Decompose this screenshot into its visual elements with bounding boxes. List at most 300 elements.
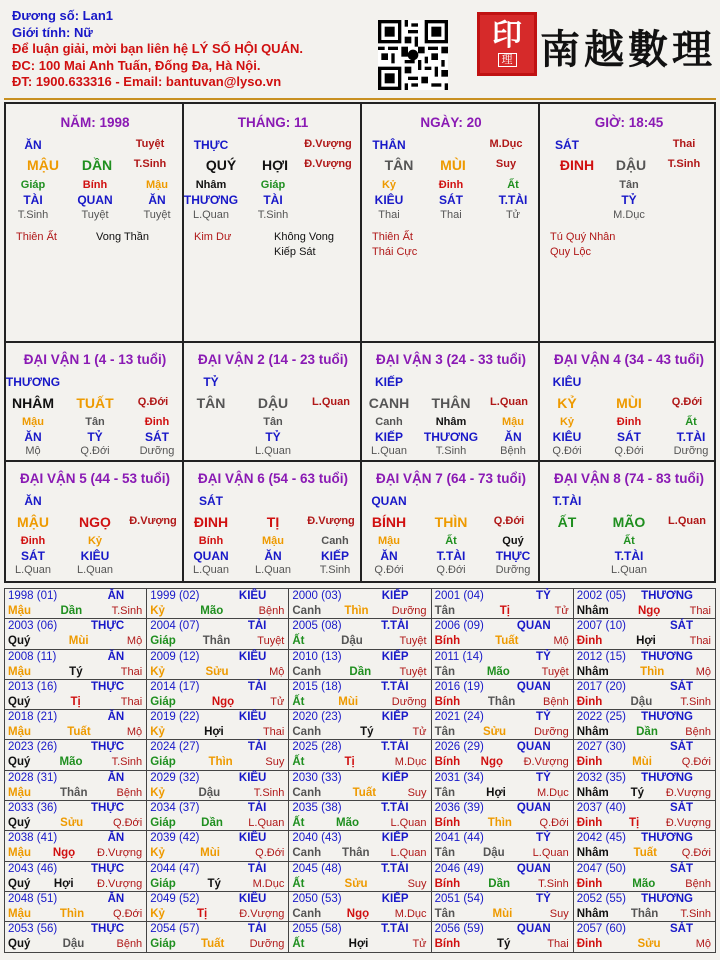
year-label: 2007 (10)	[576, 620, 626, 633]
dai-van-stem: KỶ	[557, 395, 577, 411]
year-cell[interactable]	[573, 740, 715, 770]
hidden-star: SÁT	[21, 549, 45, 563]
year-cell[interactable]	[289, 891, 431, 921]
year-star: THƯƠNG	[641, 590, 693, 602]
year-branch: Tuất	[495, 635, 519, 648]
year-star: SÁT	[670, 680, 693, 693]
year-cell[interactable]	[573, 861, 715, 891]
year-cell[interactable]	[5, 619, 147, 649]
dai-van-state: L.Quan	[668, 515, 706, 527]
year-stem: Quý	[8, 756, 31, 769]
year-state: Bệnh	[116, 938, 143, 951]
dai-van-stem: MẬU	[17, 514, 49, 530]
year-star: T.TÀI	[381, 680, 409, 693]
year-stem: Nhâm	[576, 847, 609, 860]
pillar-main-star: THÂN	[372, 138, 406, 152]
year-label: 2034 (37)	[150, 802, 200, 815]
hidden-stem: Kỷ	[87, 535, 103, 547]
year-stem: Tân	[434, 847, 456, 860]
hidden-stem: Nhâm	[195, 179, 227, 191]
year-stem: Tân	[434, 665, 456, 678]
hidden-state: Tử	[505, 209, 521, 221]
year-stem: Ất	[292, 938, 305, 951]
year-state: Tuyệt	[399, 635, 427, 648]
dai-van-star: T.TÀI	[552, 494, 582, 508]
year-stem: Ất	[292, 635, 305, 648]
year-branch: Mùi	[200, 847, 220, 860]
year-label: 2000 (03)	[292, 590, 342, 602]
year-branch: Mão	[486, 665, 510, 678]
hidden-star: KIÊU	[552, 430, 582, 444]
year-cell[interactable]	[573, 710, 715, 740]
dai-van-title: ĐẠI VẬN 3 (24 - 33 tuổi)	[375, 352, 527, 367]
hidden-stem: Tân	[619, 179, 639, 191]
year-state: Mộ	[126, 726, 143, 739]
dai-van-cell	[362, 462, 540, 582]
year-cell[interactable]	[147, 861, 289, 891]
hidden-star: ĂN	[148, 193, 166, 207]
hidden-state: L.Quan	[192, 564, 230, 576]
year-branch: Thìn	[640, 665, 665, 678]
year-state: Đ.Vượng	[523, 756, 569, 769]
dai-van-title: ĐẠI VẬN 1 (4 - 13 tuổi)	[23, 352, 167, 367]
hidden-state: L.Quan	[254, 445, 292, 457]
year-cell[interactable]	[289, 801, 431, 831]
dai-van-branch: TỊ	[266, 514, 280, 530]
year-label: 2055 (58)	[292, 923, 342, 936]
pillar-branch-state: T.Sinh	[133, 158, 167, 170]
year-cell[interactable]	[5, 861, 147, 891]
year-label: 2049 (52)	[150, 892, 200, 905]
year-state: T.Sinh	[680, 695, 711, 708]
year-branch: Tý	[69, 665, 83, 678]
year-cell[interactable]	[5, 649, 147, 679]
hidden-star: T.TÀI	[498, 193, 528, 207]
dai-van-state: Q.Đới	[137, 396, 169, 408]
hidden-state: L.Quan	[14, 564, 52, 576]
year-cell[interactable]	[5, 589, 147, 619]
year-cell[interactable]	[147, 589, 289, 619]
year-cell[interactable]	[431, 831, 573, 861]
year-state: Mộ	[695, 665, 711, 678]
year-stem: Quý	[8, 938, 31, 951]
year-stem: Mậu	[8, 665, 31, 678]
year-cell[interactable]	[573, 679, 715, 709]
year-star: TỶ	[536, 771, 551, 784]
year-cell[interactable]	[431, 861, 573, 891]
year-state: Mộ	[553, 635, 569, 648]
year-stem: Ất	[292, 817, 305, 830]
year-stem: Giáp	[150, 817, 176, 830]
year-cell[interactable]	[431, 740, 573, 770]
year-cell[interactable]	[573, 801, 715, 831]
year-cell[interactable]	[289, 710, 431, 740]
year-branch: Tý	[630, 786, 644, 799]
shen-sha: Kiếp Sát	[274, 246, 316, 258]
year-cell[interactable]	[573, 770, 715, 800]
year-cell[interactable]	[573, 589, 715, 619]
year-stem: Nhâm	[576, 665, 609, 678]
year-label: 2056 (59)	[434, 923, 484, 936]
contact-line-3: ĐT: 1900.633316 - Email: bantuvan@lyso.vn	[12, 74, 282, 89]
hidden-state: Q.Đới	[374, 564, 404, 576]
hidden-state: T.Sinh	[435, 445, 467, 457]
year-branch: Dần	[349, 665, 372, 678]
year-star: T.TÀI	[381, 862, 409, 875]
year-stem: Tân	[434, 726, 456, 739]
pillar-heavenly-stem: TÂN	[384, 157, 414, 173]
year-label: 1999 (02)	[150, 590, 200, 602]
hidden-stem: Ất	[445, 535, 457, 547]
year-star: THỰC	[91, 802, 125, 815]
year-stem: Giáp	[150, 635, 176, 648]
year-cell[interactable]	[431, 801, 573, 831]
year-cell[interactable]	[289, 861, 431, 891]
hidden-state: Bệnh	[500, 445, 526, 457]
dai-van-branch: MÙI	[616, 395, 642, 411]
year-label: 2031 (34)	[434, 771, 484, 784]
year-star: THƯƠNG	[641, 711, 693, 724]
year-star: SÁT	[670, 862, 693, 875]
dai-van-stem: NHÂM	[12, 395, 54, 411]
year-state: Mộ	[126, 635, 143, 648]
year-state: T.Sinh	[111, 756, 143, 769]
year-branch: Ngọ	[637, 605, 661, 617]
year-branch: Mùi	[68, 635, 89, 648]
year-cell[interactable]	[289, 649, 431, 679]
year-cell[interactable]	[147, 679, 289, 709]
pillar-main-star: ĂN	[24, 138, 42, 152]
year-cell[interactable]	[573, 649, 715, 679]
hidden-state: Thai	[440, 209, 462, 221]
year-label: 2043 (46)	[8, 862, 58, 875]
hidden-state: L.Quan	[192, 209, 230, 221]
year-star: ĂN	[107, 711, 125, 724]
year-stem: Kỷ	[150, 907, 165, 920]
year-cell[interactable]	[431, 619, 573, 649]
year-label: 2012 (15)	[576, 650, 626, 663]
year-label: 2004 (07)	[150, 620, 200, 633]
year-branch: Thân	[487, 695, 516, 708]
year-label: 2025 (28)	[292, 741, 342, 754]
shen-sha: Thái Cực	[372, 246, 418, 258]
year-label: 2050 (53)	[292, 892, 342, 905]
year-label: 2044 (47)	[150, 862, 200, 875]
year-star: THƯƠNG	[641, 832, 693, 845]
year-star: QUAN	[516, 923, 551, 936]
year-cell[interactable]	[147, 770, 289, 800]
year-branch: Dậu	[62, 938, 85, 951]
hidden-stem: Giáp	[20, 179, 46, 191]
year-cell[interactable]	[431, 922, 573, 952]
year-state: Mộ	[269, 665, 285, 678]
hidden-stem: Tân	[85, 416, 105, 428]
hidden-star: KIẾP	[320, 549, 350, 563]
year-stem: Kỷ	[150, 786, 165, 799]
hidden-state: L.Quan	[254, 564, 292, 576]
year-label: 2039 (42)	[150, 832, 200, 845]
year-state: Q.Đới	[681, 756, 711, 769]
year-branch: Dậu	[482, 847, 505, 860]
hidden-stem: Bính	[198, 535, 224, 547]
year-cell[interactable]	[147, 710, 289, 740]
year-stem: Ất	[292, 695, 305, 708]
year-label: 2001 (04)	[434, 590, 484, 602]
dai-van-stem: TÂN	[196, 395, 226, 411]
year-cell[interactable]	[147, 740, 289, 770]
year-branch: Thìn	[487, 817, 512, 830]
year-cell[interactable]	[5, 710, 147, 740]
year-cell[interactable]	[289, 679, 431, 709]
shen-sha: Kim Dư	[194, 231, 232, 243]
table-row	[5, 891, 716, 921]
year-stem: Kỷ	[150, 726, 165, 739]
year-state: Bệnh	[685, 877, 711, 890]
pillar-heavenly-stem: MẬU	[27, 157, 59, 173]
dai-van-cell	[540, 462, 716, 582]
year-cell[interactable]	[431, 891, 573, 921]
dai-van-star: SÁT	[199, 494, 223, 508]
year-cell[interactable]	[147, 922, 289, 952]
year-branch: Thìn	[208, 756, 233, 769]
year-stem: Giáp	[150, 756, 176, 769]
table-row	[5, 801, 716, 831]
year-cell[interactable]	[289, 770, 431, 800]
year-state: T.Sinh	[680, 907, 711, 920]
year-stem: Bính	[434, 817, 461, 830]
year-star: T.TÀI	[381, 802, 409, 815]
year-star: TÀI	[247, 741, 267, 754]
qr-code-icon[interactable]	[378, 20, 448, 90]
table-row	[5, 710, 716, 740]
year-label: 2033 (36)	[8, 802, 58, 815]
year-cell[interactable]	[289, 740, 431, 770]
year-cell[interactable]	[5, 922, 147, 952]
year-star: THƯƠNG	[641, 892, 693, 905]
year-star: QUAN	[516, 802, 551, 815]
year-label: 2042 (45)	[576, 832, 626, 845]
hidden-state: Dưỡng	[139, 445, 175, 457]
year-cell[interactable]	[431, 589, 573, 619]
year-cell[interactable]	[573, 831, 715, 861]
year-state: L.Quan	[390, 847, 427, 860]
year-branch: Hợi	[636, 635, 656, 648]
year-stem: Tân	[434, 605, 456, 617]
hidden-state: T.Sinh	[257, 209, 289, 221]
year-label: 2037 (40)	[576, 802, 626, 815]
pillar-stem-state: M.Dục	[489, 138, 523, 150]
year-cell[interactable]	[147, 649, 289, 679]
hidden-stem: Mậu	[262, 535, 284, 547]
year-star: THƯƠNG	[641, 771, 693, 784]
year-star: KIÊU	[238, 590, 267, 602]
dai-van-stem: CANH	[368, 395, 410, 411]
year-state: L.Quan	[248, 817, 285, 830]
year-branch: Dần	[60, 605, 83, 617]
year-stem: Giáp	[150, 938, 176, 951]
pillar-cell	[6, 104, 184, 343]
year-stem: Bính	[434, 695, 461, 708]
dai-van-cell	[540, 343, 716, 462]
hidden-stem: Mậu	[22, 416, 44, 428]
dai-van-title: ĐẠI VẬN 2 (14 - 23 tuổi)	[197, 352, 349, 367]
year-star: KIÊU	[238, 892, 267, 905]
year-state: Q.Đới	[112, 817, 143, 830]
pillar-heavenly-stem: QUÝ	[205, 157, 237, 173]
pillar-title: NĂM: 1998	[60, 115, 130, 130]
hidden-star: SÁT	[145, 430, 169, 444]
year-state: Đ.Vượng	[239, 907, 285, 920]
year-stem: Giáp	[150, 695, 176, 708]
year-label: 2038 (41)	[8, 832, 58, 845]
year-branch: Tuất	[633, 847, 657, 860]
year-cell[interactable]	[5, 740, 147, 770]
year-branch: Tị	[628, 817, 640, 830]
year-cell[interactable]	[573, 891, 715, 921]
hidden-stem: Bính	[82, 179, 108, 191]
year-branch: Mão	[59, 756, 83, 769]
year-star: THỰC	[91, 862, 125, 875]
year-label: 2005 (08)	[292, 620, 342, 633]
year-cell[interactable]	[289, 619, 431, 649]
year-cell[interactable]	[573, 619, 715, 649]
year-cell[interactable]	[431, 649, 573, 679]
dai-van-state: Q.Đới	[671, 396, 703, 408]
year-label: 2003 (06)	[8, 620, 58, 633]
year-branch: Hợi	[348, 938, 369, 951]
year-stem: Nhâm	[576, 726, 609, 739]
year-label: 2054 (57)	[150, 923, 200, 936]
year-stem: Đinh	[576, 877, 603, 890]
year-cell[interactable]	[431, 770, 573, 800]
table-row	[5, 831, 716, 861]
year-state: Q.Đới	[255, 847, 285, 860]
year-cell[interactable]	[147, 801, 289, 831]
year-cell[interactable]	[289, 922, 431, 952]
year-stem: Quý	[8, 695, 31, 708]
year-branch: Sửu	[344, 877, 368, 890]
year-stem: Canh	[292, 605, 322, 617]
year-cell[interactable]	[5, 801, 147, 831]
year-state: Đ.Vượng	[665, 817, 711, 830]
year-label: 2013 (16)	[8, 680, 58, 693]
table-row	[5, 679, 716, 709]
hidden-state: Tuyệt	[143, 209, 171, 221]
hidden-star: ĂN	[264, 549, 282, 563]
year-cell[interactable]	[431, 710, 573, 740]
year-stem: Tân	[434, 786, 456, 799]
year-branch: Ngọ	[480, 756, 504, 769]
hidden-stem: Mậu	[502, 416, 524, 428]
year-stem: Mậu	[8, 786, 31, 799]
year-branch: Tuất	[352, 786, 377, 799]
hidden-state: Q.Đới	[436, 564, 466, 576]
year-star: T.TÀI	[381, 923, 409, 936]
year-star: KIẾP	[381, 590, 409, 602]
table-row	[5, 740, 716, 770]
year-cell[interactable]	[5, 831, 147, 861]
year-stem: Mậu	[8, 907, 31, 920]
year-state: Thai	[689, 635, 711, 648]
year-star: TỶ	[536, 711, 551, 724]
year-cell[interactable]	[5, 891, 147, 921]
hidden-stem: Đinh	[20, 535, 46, 547]
dai-van-title: ĐẠI VẬN 5 (44 - 53 tuổi)	[19, 471, 171, 486]
year-label: 2009 (12)	[150, 650, 200, 663]
year-label: 2027 (30)	[576, 741, 626, 754]
pillar-main-star: THỰC	[193, 138, 229, 152]
hidden-star: THỰC	[495, 549, 531, 563]
year-cell[interactable]	[147, 831, 289, 861]
hidden-stem: Đinh	[438, 179, 464, 191]
hidden-star: TỶ	[621, 193, 637, 207]
year-state: M.Dục	[394, 907, 427, 920]
year-label: 2046 (49)	[434, 862, 484, 875]
year-branch: Mão	[632, 877, 656, 890]
year-state: Bệnh	[258, 605, 285, 617]
year-label: 2010 (13)	[292, 650, 342, 663]
year-branch: Dậu	[630, 695, 653, 708]
hidden-star: TỶ	[265, 430, 281, 444]
pillar-title: GIỜ: 18:45	[594, 115, 664, 130]
year-stem: Bính	[434, 938, 461, 951]
year-cell[interactable]	[289, 831, 431, 861]
year-stem: Bính	[434, 635, 461, 648]
year-cell[interactable]	[147, 619, 289, 649]
year-stem: Canh	[292, 665, 322, 678]
year-state: Q.Đới	[681, 847, 711, 860]
annual-luck-table	[4, 588, 716, 953]
year-branch: Mùi	[632, 756, 652, 769]
year-stem: Mậu	[8, 605, 31, 617]
year-stem: Đinh	[576, 695, 603, 708]
year-cell[interactable]	[289, 589, 431, 619]
year-branch: Mùi	[492, 907, 513, 920]
year-stem: Đinh	[576, 938, 603, 951]
year-branch: Sửu	[60, 817, 84, 830]
year-cell[interactable]	[5, 679, 147, 709]
year-stem: Giáp	[150, 877, 176, 890]
year-label: 2036 (39)	[434, 802, 484, 815]
hidden-state: Q.Đới	[552, 445, 582, 457]
year-stem: Quý	[8, 635, 31, 648]
hidden-stem: Quý	[502, 535, 524, 547]
year-star: ĂN	[107, 590, 125, 602]
year-branch: Tị	[499, 605, 510, 617]
year-state: Thai	[262, 726, 285, 739]
year-label: 2006 (09)	[434, 620, 484, 633]
year-cell[interactable]	[573, 922, 715, 952]
contact-line-1: Để luận giải, mời bạn liên hệ LÝ SỐ HỘI QUÁN.	[12, 41, 303, 56]
hidden-state: M.Dục	[613, 209, 645, 221]
year-cell[interactable]	[147, 891, 289, 921]
year-cell[interactable]	[5, 770, 147, 800]
year-label: 2015 (18)	[292, 680, 342, 693]
hidden-state: L.Quan	[610, 564, 648, 576]
hidden-state: Thai	[378, 209, 400, 221]
contact-line-2: ĐC: 100 Mai Anh Tuấn, Đống Đa, Hà Nội.	[12, 57, 261, 73]
year-state: Tuyệt	[257, 635, 285, 648]
dai-van-cell	[6, 462, 184, 582]
dai-van-cell	[6, 343, 184, 462]
pillar-earthly-branch: DẦN	[81, 157, 113, 173]
hidden-state: T.Sinh	[17, 209, 49, 221]
year-label: 2057 (60)	[576, 923, 626, 936]
year-cell[interactable]	[431, 679, 573, 709]
year-star: QUAN	[516, 620, 551, 633]
year-stem: Kỷ	[150, 665, 165, 678]
table-row	[5, 861, 716, 891]
